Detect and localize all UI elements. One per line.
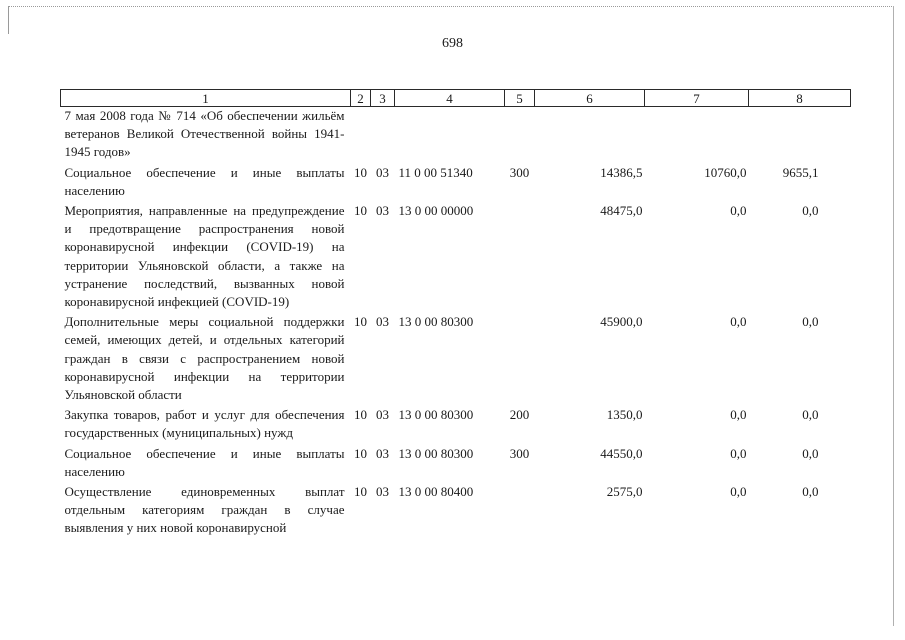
row-value-col6: 48475,0 [600,203,643,219]
row-value-col7: 0,0 [730,407,747,423]
header-col-2: 2 [351,90,371,107]
row-subsection: 03 [376,407,389,423]
row-subsection: 03 [376,314,389,330]
header-col-8: 8 [749,90,851,107]
table-row [61,202,851,313]
scan-edge-right [893,6,894,626]
row-subsection: 03 [376,164,389,180]
row-value-col8: 0,0 [802,203,819,219]
header-col-7: 7 [645,90,749,107]
table-row [61,313,851,406]
header-row [61,90,851,107]
row-expense-type [505,313,535,406]
row-subsection [371,107,395,164]
row-section: 10 [354,407,367,423]
row-section: 10 [354,314,367,330]
row-target-article: 13 0 00 80300 [398,314,474,330]
page-number: 698 [442,36,463,51]
table-row [61,107,851,164]
header-col-4: 4 [395,90,505,107]
header-col-1: 1 [61,90,351,107]
row-expense-type: 200 [509,407,530,423]
row-value-col7: 0,0 [730,203,747,219]
row-value-col6: 45900,0 [600,314,643,330]
row-description: Мероприятия, направленные на предупреждение и предотвращение распространения новой коронавирусной инфекции (COVID-19) на территории Ульяновской области, а также на устранение последствий, вызванных новой коронавирусной инфекцией (COVID-19) [64,203,345,310]
row-value-col6: 14386,5 [600,164,643,180]
header-col-5: 5 [505,90,535,107]
row-description: Закупка товаров, работ и услуг для обеспечения государственных (муниципальных) нужд [64,407,345,441]
row-target-article: 13 0 00 80400 [398,484,474,500]
row-section: 10 [354,203,367,219]
row-subsection: 03 [376,484,389,500]
row-value-col7: 10760,0 [704,164,747,180]
row-expense-type: 300 [509,164,530,180]
row-target-article: 13 0 00 00000 [398,203,474,219]
budget-table [60,89,851,540]
row-value-col8: 0,0 [802,445,819,461]
row-section: 10 [354,484,367,500]
row-value-col7: 0,0 [730,314,747,330]
row-description: 7 мая 2008 года № 714 «Об обеспечении жильём ветеранов Великой Отечественной войны 1941-1945 годов» [64,108,345,160]
row-target-article: 11 0 00 51340 [398,164,473,180]
row-section: 10 [354,445,367,461]
row-target-article [395,107,505,164]
table-row [61,406,851,444]
row-expense-type: 300 [509,445,530,461]
row-value-col8: 0,0 [802,407,819,423]
table-row [61,164,851,202]
row-description: Дополнительные меры социальной поддержки семей, имеющих детей, и отдельных категорий граждан в связи с распространением новой коронавирусной инфекции на территории Ульяновской области [64,314,345,403]
row-section: 10 [354,164,367,180]
row-value-col7: 0,0 [730,445,747,461]
row-target-article: 13 0 00 80300 [398,407,474,423]
row-description: Социальное обеспечение и иные выплаты населению [64,445,345,479]
row-value-col8 [749,107,851,164]
table-row [61,483,851,540]
row-subsection: 03 [376,445,389,461]
row-value-col6: 1350,0 [606,407,643,423]
header-col-3: 3 [371,90,395,107]
row-value-col8: 0,0 [802,314,819,330]
row-expense-type [505,202,535,313]
row-value-col6: 2575,0 [606,484,643,500]
row-description: Социальное обеспечение и иные выплаты населению [64,164,345,198]
row-value-col6: 44550,0 [600,445,643,461]
header-col-6: 6 [535,90,645,107]
row-subsection: 03 [376,203,389,219]
table-row [61,445,851,483]
row-value-col7 [645,107,749,164]
row-description: Осуществление единовременных выплат отдельным категориям граждан в случае выявления у них новой коронавирусной [64,484,345,536]
scan-edge-left [8,6,9,34]
row-section [351,107,371,164]
row-value-col6 [535,107,645,164]
scan-edge-top [8,6,894,7]
row-expense-type [505,107,535,164]
row-value-col7: 0,0 [730,484,747,500]
row-value-col8: 0,0 [802,484,819,500]
row-target-article: 13 0 00 80300 [398,445,474,461]
row-value-col8: 9655,1 [782,164,819,180]
row-expense-type [505,483,535,540]
